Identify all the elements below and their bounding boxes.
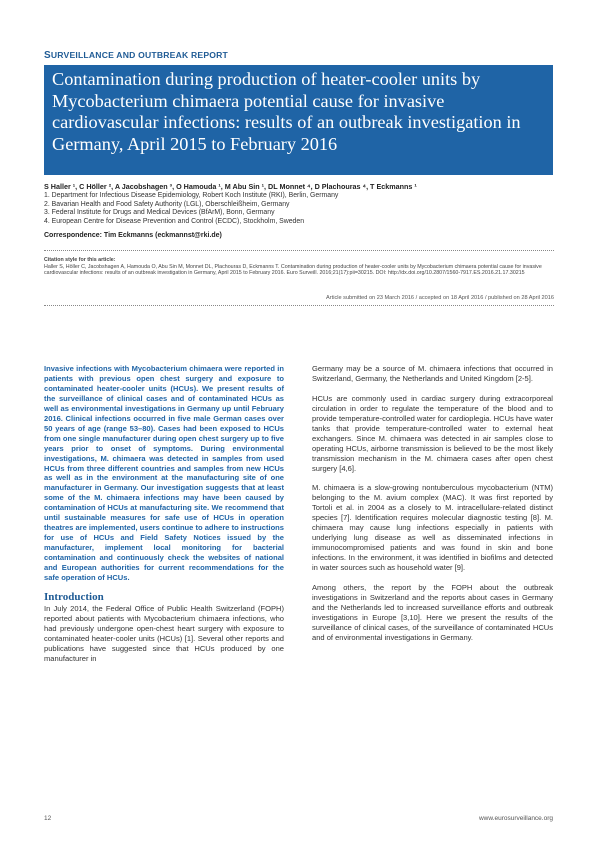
introduction-paragraph: In July 2014, the Federal Office of Public Health Switzerland (FOPH) reported about patients with Mycobacterium chimaera infections, who had previously undergone open-chest heart surgery with exposure to contaminated heater-cooler units (HCUs) [1]. Several other reports and publications have suggested since that HCUs produced by one manufacturer in	[44, 603, 284, 663]
right-column	[312, 364, 553, 653]
body-paragraph: HCUs are commonly used in cardiac surgery during extracorporeal circulation in order to regulate the temperature of the blood and to provide temperature-controlled water for cardioplegia. HCUs have water tanks that provide temperature-controlled water to external heat exchangers. Since M. chimaera was detected in air samples close to operating HCUs, airborne transmission is believed to be the most likely transmission mechanism in the M. chimaera cases after open chest surgery [4,6].	[312, 393, 553, 473]
introduction-heading: Introduction	[44, 590, 104, 603]
body-paragraph: Germany may be a source of M. chimaera infections that occurred in Switzerland, Germany, the Netherlands and United Kingdom [2-5].	[312, 364, 553, 383]
correspondence-label: Correspondence:	[44, 232, 102, 239]
section-label-text: URVEILLANCE AND OUTBREAK REPORT	[50, 50, 229, 60]
page-number: 12	[44, 815, 52, 822]
section-label: SURVEILLANCE AND OUTBREAK REPORT	[44, 50, 229, 61]
abstract: Invasive infections with Mycobacterium chimaera were reported in patients with previous open chest surgery and exposure to contaminated heater-cooler units (HCUs). We present results of the surveillance of clinical cases and of contaminated HCUs as well as environmental investigations in Germany up until February 2016. Clinical infections occurred in five male German cases over 50 years of age (range 53–80). Cases had been exposed to HCUs from one single manufacturer during open chest surgery up to five years prior to onset of symptoms. During environmental investigations, M. chimaera was detected in samples from used HCUs from three different countries and samples from new HCUs as well as in the environment at the manufacturing site of one manufacturer in Germany. Our investigation suggests that at least some of the M. chimaera infections may have been caused by contamination of HCUs at manufacturing site. We recommend that until sustainable measures for safe use of HCUs in operation theatres are implemented, users continue to adhere to instructions for use of HCUs and Field Safety Notices issued by the manufacturer, implement local monitoring for bacterial contamination and continuously check the websites of national and European authorities for current recommendations for the safe operation of HCUs.	[44, 364, 284, 583]
left-column	[44, 364, 284, 674]
divider	[44, 250, 554, 251]
submission-dates: Article submitted on 23 March 2016 / accepted on 18 April 2016 / published on 28 April 2016	[326, 295, 554, 301]
affiliation-item: 2. Bavarian Health and Food Safety Authority (LGL), Oberschleißheim, Germany	[44, 200, 290, 208]
affiliation-item: 3. Federal Institute for Drugs and Medical Devices (BfArM), Bonn, Germany	[44, 209, 275, 217]
body-paragraph: M. chimaera is a slow-growing nontuberculous mycobacterium (NTM) belonging to the M. avium complex (MAC). It was first reported by Tortoli et al. in 2004 as a closely to M. intracellulare-related distinct species [7]. Identification requires molecular diagnostic testing [8]. M. chimaera may cause lung infections especially in patients with underlying lung disease as well as disseminated infections in immunocompromised patients and was found in skin and bone infections. In the environment, it was identified in biofilms and detected in water sources such as household water [9].	[312, 483, 553, 573]
divider	[44, 305, 554, 306]
article-title: Contamination during production of heater-cooler units by Mycobacterium chimaera potential cause for invasive cardiovascular infections: results of an outbreak investigation in Germany, April 2015 to February 2016	[52, 69, 521, 154]
body-paragraph: Among others, the report by the FOPH about the outbreak investigations in Switzerland and the reports about cases in Germany and the Netherlands led to increased surveillance efforts and outbreak investigations in Europe [3,10]. Here we present the results of the surveillance of clinical cases, of the surveillance of contaminated HCUs and of environmental investigations in Germany.	[312, 582, 553, 642]
footer-link[interactable]: www.eurosurveillance.org	[478, 815, 553, 822]
affiliation-item: 4. European Centre for Disease Prevention and Control (ECDC), Stockholm, Sweden	[44, 218, 305, 226]
affiliation-list	[44, 192, 554, 227]
citation-block	[44, 257, 554, 277]
citation-text: Haller S, Höller C, Jacobshagen A, Hamouda O, Abu Sin M, Monnet DL, Plachouras D, Eckmanns T. Contamination during production of heater-cooler units by Mycobacterium chimaera potential cause for invasive cardiovascular infections: results of an outbreak investigation in Germany, April 2015 to February 2016. Euro Surveill. 2016;21(17):pii=30215. DOI: http://dx.doi.org/10.2807/1560-7917.ES.2016.21.17.30215	[44, 263, 542, 277]
correspondence	[44, 232, 222, 239]
citation-label: Citation style for this article:	[44, 257, 116, 263]
author-list: S Haller ¹, C Höller ², A Jacobshagen ³, O Hamouda ¹, M Abu Sin ¹, DL Monnet ⁴, D Plachouras ⁴, T Eckmanns ¹	[44, 182, 417, 191]
affiliation-item: 1. Department for Infectious Disease Epidemiology, Robert Koch Institute (RKI), Berlin, Germany	[44, 192, 339, 199]
correspondence-email[interactable]: Tim Eckmanns (eckmannst@rki.de)	[103, 232, 222, 239]
